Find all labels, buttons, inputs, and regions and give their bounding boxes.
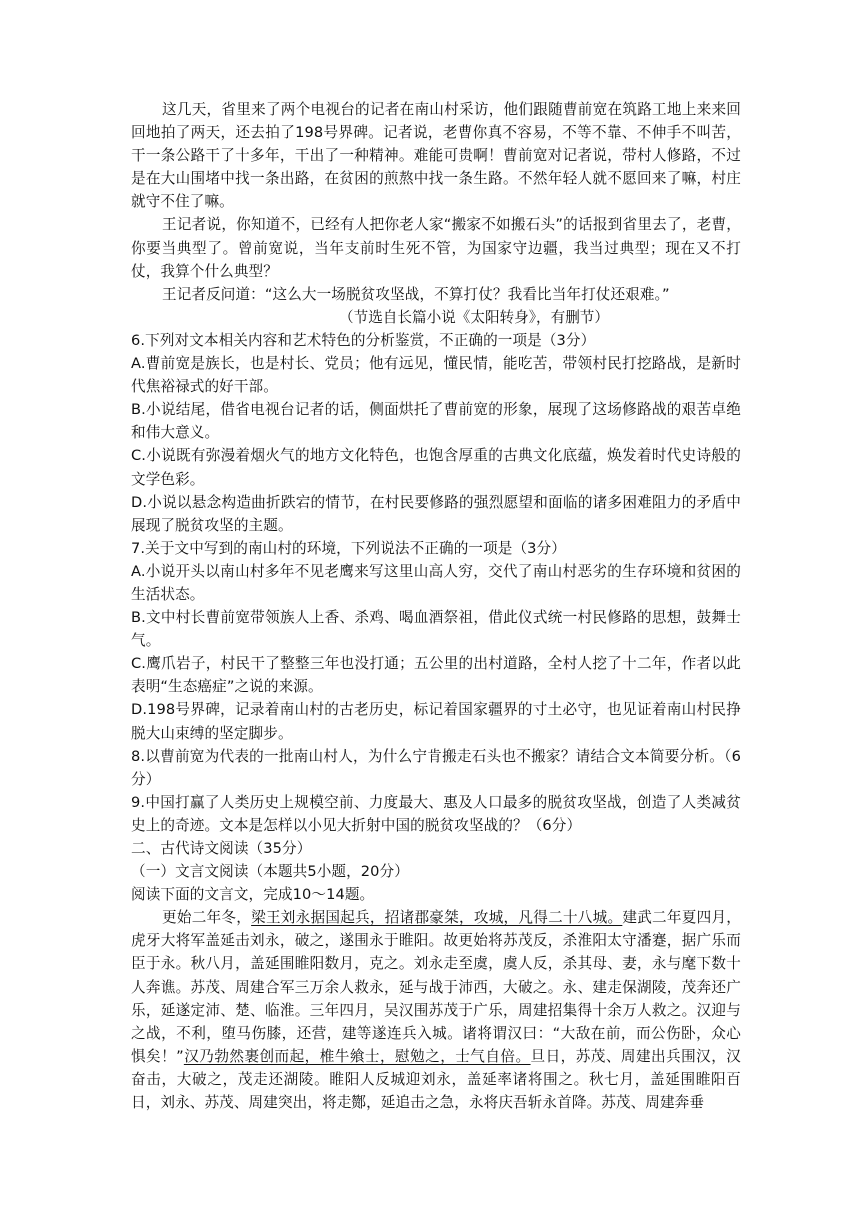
underlined-sentence-2: 汉乃勃然裹创而起，椎牛飨士，慰勉之，士气自倍。	[183, 1047, 531, 1065]
question-9: 9.中国打赢了人类历史上规模空前、力度最大、惠及人口最多的脱贫攻坚战，创造了人类减贫史上的奇迹。文本是怎样以小见大折射中国的脱贫攻坚战的？（6分）	[131, 793, 741, 834]
passage-text: 旦日，苏茂、周建出兵围汉，汉奋击，大破之，茂走还湖陵。睢阳人反城迎刘永，盖延率诸将围之。秋七月，盖延围睢阳百日，刘永、苏茂、周建突出，将走酂，延追击之急，永将庆吾斩永首降。苏茂、周建奔垂	[131, 1047, 741, 1112]
question-6-option-b: B.小说结尾，借省电视台记者的话，侧面烘托了曹前宽的形象，展现了这场修路战的艰苦卓绝和伟大意义。	[131, 401, 741, 442]
classical-passage	[131, 906, 741, 1114]
question-7-option-d: D.198号界碑，记录着南山村的古老历史，标记着国家疆界的寸土必守，也见证着南山村民挣脱大山束缚的坚定脚步。	[131, 701, 741, 742]
question-6-option-c: C.小说既有弥漫着烟火气的地方文化特色，也饱含厚重的古典文化底蕴，焕发着时代史诗般的文学色彩。	[131, 447, 741, 488]
question-7-option-c: C.鹰爪岩子，村民干了整整三年也没打通；五公里的出村道路，全村人挖了十二年，作者以此表明“生态癌症”之说的来源。	[131, 655, 741, 696]
section-heading-ancient-poetry: 二、古代诗文阅读（35分）	[131, 840, 312, 857]
question-7-option-a: A.小说开头以南山村多年不见老鹰来写这里山高人穷，交代了南山村恶劣的生存环境和贫困的生活状态。	[131, 562, 741, 603]
story-paragraph-2: 王记者说，你知道不，已经有人把你老人家“搬家不如搬石头”的话报到省里去了，老曹，你要当典型了。曾前宽说，当年支前时生死不管，为国家守边疆，我当过典型；现在又不打仗，我算个什么典型？	[131, 216, 741, 280]
question-6-option-a: A.曹前宽是族长，也是村长、党员；他有远见，懂民情，能吃苦，带领村民打挖路战，是新时代焦裕禄式的好干部。	[131, 355, 741, 396]
passage-text: 更始二年冬，	[162, 909, 252, 927]
question-6-option-d: D.小说以悬念构造曲折跌宕的情节，在村民要修路的强烈愿望和面临的诸多困难阻力的矛盾中展现了脱贫攻坚的主题。	[131, 493, 741, 534]
reading-instruction: 阅读下面的文言文，完成10～14题。	[131, 886, 375, 904]
underlined-sentence-1: 梁王刘永据国起兵，招诸郡豪桀，攻城，凡得二十八城。	[251, 909, 623, 927]
subsection-heading-classical-chinese: （一）文言文阅读（本题共5小题，20分）	[131, 863, 409, 881]
story-paragraph-1: 这几天，省里来了两个电视台的记者在南山村采访，他们跟随曹前宽在筑路工地上来来回回地拍了两天，还去拍了198号界碑。记者说，老曹你真不容易，不等不靠、不伸手不叫苦，干一条公路干了十多年，干出了一种精神。难能可贵啊！曹前宽对记者说，带村人修路，不过是在大山围堵中找一条出路，在贫困的煎熬中找一条生路。不然年轻人就不愿回来了嘛，村庄就守不住了嘛。	[131, 101, 741, 211]
question-8: 8.以曹前宽为代表的一批南山村人，为什么宁肯搬走石头也不搬家？请结合文本简要分析。（6分）	[131, 747, 741, 788]
question-7: 7.关于文中写到的南山村的环境，下列说法不正确的一项是（3分）	[131, 539, 566, 557]
question-7-option-b: B.文中村长曹前宽带领族人上香、杀鸡、喝血酒祭祖，借此仪式统一村民修路的思想，鼓舞士气。	[131, 609, 741, 650]
document-page	[131, 98, 741, 1114]
question-6: 6.下列对文本相关内容和艺术特色的分析鉴赏，不正确的一项是（3分）	[131, 331, 596, 349]
source-note: （节选自长篇小说《太阳转身》，有删节）	[339, 308, 609, 326]
story-paragraph-3: 王记者反问道：“这么大一场脱贫攻坚战，不算打仗？我看比当年打仗还艰难。”	[162, 285, 670, 303]
passage-text: 建武二年夏四月，虎牙大将军盖延击刘永，破之，遂围永于睢阳。故更始将苏茂反，杀淮阳太守潘蹇，据广乐而臣于永。秋八月，盖延围睢阳数月，克之。刘永走至虞，虞人反，杀其母、妻，永与麾下数十人奔谯。苏茂、周建合军三万余人救永，延与战于沛西，大破之。永、建走保湖陵，茂奔还广乐，延遂定沛、楚、临淮。三年四月，吴汉围苏茂于广乐，周建招集得十余万人救之。汉迎与之战，不利，堕马伤膝，还营，建等遂连兵入城。诸将谓汉曰：“大敌在前，而公伤卧，众心惧矣！”	[131, 909, 741, 1065]
